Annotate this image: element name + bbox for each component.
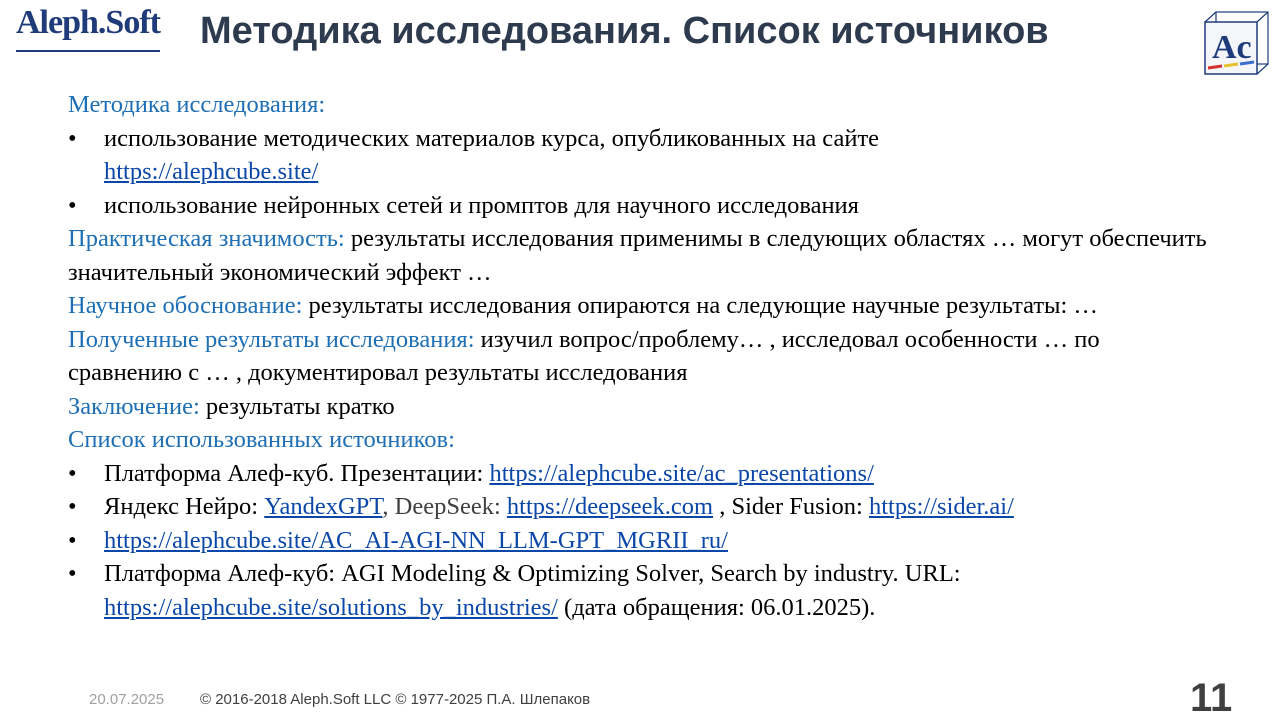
- bullet-icon: •: [68, 124, 77, 152]
- bullet-icon: •: [68, 526, 77, 554]
- aleph-soft-logo: [16, 4, 160, 42]
- logo-right-text: Ac: [1212, 29, 1252, 66]
- practical-heading: Практическая значимость:: [68, 225, 345, 252]
- bullet-icon: •: [68, 493, 77, 520]
- source-text: , DeepSeek:: [382, 493, 501, 520]
- presentations-link[interactable]: https://alephcube.site/ac_presentations/: [489, 459, 874, 487]
- footer-date: 20.07.2025: [89, 691, 165, 708]
- footer-copyright: © 2016-2018 Aleph.Soft LLC © 1977-2025 П.А. Шлепаков: [200, 691, 591, 708]
- results-paragraph: [68, 323, 1218, 390]
- ai-agi-link[interactable]: https://alephcube.site/AC_AI-AGI-NN_LLM-GPT_MGRII_ru/: [104, 526, 728, 554]
- list-item: [68, 122, 1218, 189]
- practical-text: результаты исследования применимы в следующих областях … могут обеспечить значительный экономический эффект …: [68, 225, 1207, 286]
- method-heading: Методика исследования:: [68, 91, 326, 118]
- results-text: изучил вопрос/проблему… , исследовал особенности … по сравнению с … , документировал результаты исследования: [68, 325, 1100, 386]
- method-item-text: использование методических материалов курса, опубликованных на сайте: [104, 124, 880, 152]
- bullet-icon: •: [68, 191, 77, 219]
- source-text: Яндекс Нейро:: [104, 493, 259, 520]
- list-item: [68, 557, 1218, 624]
- results-heading: Полученные результаты исследования:: [68, 325, 475, 353]
- source-text: Платформа Алеф-куб. Презентации:: [104, 459, 484, 487]
- page-number: 11: [1190, 676, 1233, 720]
- logo-underline: [16, 50, 160, 52]
- source-suffix: (дата обращения: 06.01.2025).: [564, 593, 876, 621]
- conclusion-heading: Заключение:: [68, 392, 200, 420]
- aleph-cube-logo: [1202, 10, 1272, 76]
- source-text: Платформа Алеф-куб: AGI Modeling & Optimizing Solver, Search by industry. URL:: [104, 560, 961, 587]
- sider-link[interactable]: https://sider.ai/: [868, 493, 1014, 520]
- list-item: [68, 524, 1218, 558]
- bullet-icon: •: [68, 560, 77, 587]
- deepseek-link[interactable]: https://deepseek.com: [506, 493, 714, 520]
- practical-paragraph: [68, 222, 1218, 289]
- conclusion-text: результаты кратко: [205, 392, 395, 420]
- logo-text: Aleph.Soft: [16, 4, 160, 41]
- slide-content: [68, 88, 1218, 624]
- solutions-link[interactable]: https://alephcube.site/solutions_by_industries/: [104, 593, 558, 621]
- alephcube-site-link[interactable]: https://alephcube.site/: [104, 158, 319, 185]
- scientific-heading: Научное обоснование:: [68, 292, 303, 319]
- scientific-paragraph: [68, 289, 1218, 323]
- method-item-text: использование нейронных сетей и промптов для научного исследования: [104, 191, 859, 219]
- list-item: [68, 490, 1218, 524]
- conclusion-paragraph: [68, 390, 1218, 424]
- list-item: [68, 457, 1218, 491]
- source-text: , Sider Fusion:: [719, 493, 863, 520]
- bullet-icon: •: [68, 459, 77, 487]
- sources-heading: Список использованных источников:: [68, 426, 455, 453]
- slide-title: Методика исследования. Список источников: [200, 10, 1049, 52]
- scientific-text: результаты исследования опираются на следующие научные результаты: …: [308, 292, 1098, 319]
- list-item: [68, 189, 1218, 223]
- yandexgpt-link[interactable]: YandexGPT: [264, 493, 383, 520]
